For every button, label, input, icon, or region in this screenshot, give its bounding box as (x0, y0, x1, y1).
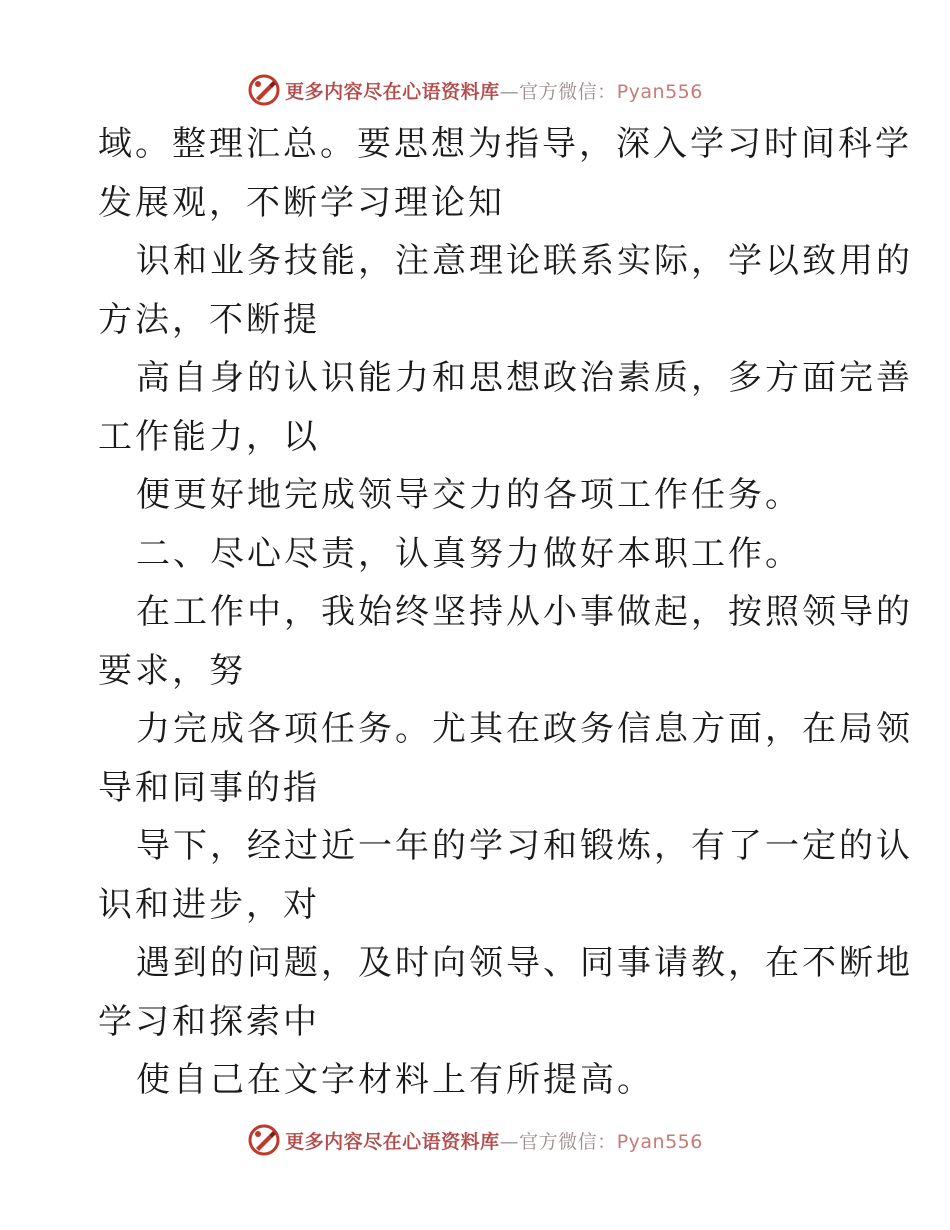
text-line: 学习和探索中 (98, 1001, 320, 1042)
text-line: 高自身的认识能力和思想政治素质，多方面完善 (136, 358, 913, 398)
text-line: 便更好地完成领导交力的各项工作任务。 (136, 475, 802, 515)
text-line: 识和业务技能，注意理论联系实际，学以致用的 (136, 241, 913, 281)
watermark-text: 更多内容尽在心语资料库—官方微信：Pyan556 (285, 80, 703, 103)
text-line: 在工作中，我始终坚持从小事做起，按照领导的 (136, 592, 913, 632)
text-line: 力完成各项任务。尤其在政务信息方面，在局领 (136, 709, 913, 749)
text-line: 二、尽心尽责，认真努力做好本职工作。 (136, 533, 802, 574)
pen-logo-icon (247, 73, 281, 107)
text-line: 遇到的问题，及时向领导、同事请教，在不断地 (136, 943, 913, 983)
header-watermark (0, 70, 950, 110)
text-line: 要求，努 (98, 650, 246, 691)
document-body (98, 115, 913, 1110)
text-line: 使自己在文字材料上有所提高。 (136, 1060, 654, 1100)
footer-watermark (0, 1120, 950, 1160)
text-line: 工作能力，以 (98, 416, 320, 457)
text-line: 域。整理汇总。要思想为指导，深入学习时间科学 (98, 124, 912, 164)
text-line: 发展观，不断学习理论知 (98, 182, 505, 223)
text-line: 方法，不断提 (98, 299, 320, 340)
watermark-text: 更多内容尽在心语资料库—官方微信：Pyan556 (285, 1130, 703, 1153)
text-line: 导下，经过近一年的学习和锻炼，有了一定的认 (136, 826, 913, 866)
text-line: 导和同事的指 (98, 767, 320, 808)
pen-logo-icon (247, 1123, 281, 1157)
text-line: 识和进步，对 (98, 884, 320, 925)
